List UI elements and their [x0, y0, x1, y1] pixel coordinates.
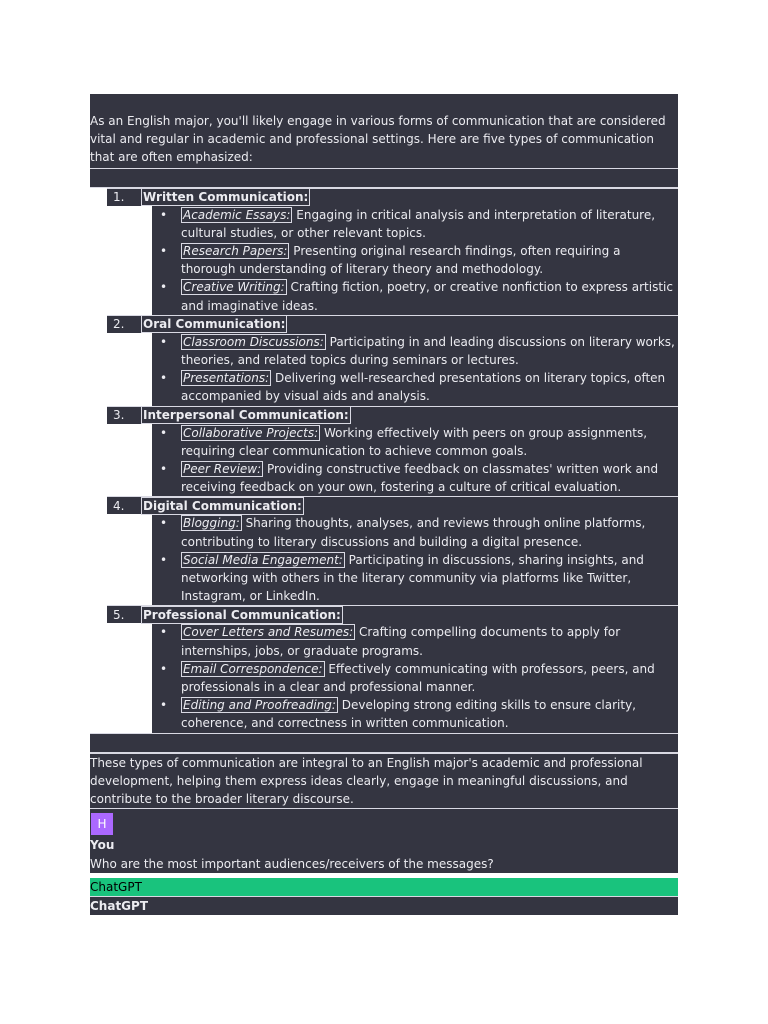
subitem-term: Blogging: [183, 516, 240, 531]
bullet-icon: • [160, 625, 168, 640]
subitem-text [181, 334, 675, 367]
subitem [152, 333, 678, 369]
bullet-icon: • [160, 462, 168, 477]
subitem-text [181, 661, 655, 694]
subitem-description: Providing constructive feedback on classmates' written work and receiving feedback on your own, fostering a culture of critical evaluation. [181, 462, 659, 495]
subitem-description: Effectively communicating with professors, peers, and professionals in a clear and professional manner. [181, 661, 655, 695]
user-message-text: Who are the most important audiences/receivers of the messages? [90, 856, 494, 871]
subitem-text [181, 207, 655, 240]
section-header [107, 315, 678, 333]
subitem [152, 206, 678, 242]
assistant-outro [90, 753, 678, 809]
chatgpt-bar: ChatGPT [90, 878, 678, 897]
communication-type-item [90, 188, 678, 315]
bullet-icon: • [160, 207, 168, 222]
subitem-description: Delivering well-researched presentations on literary topics, often accompanied by visual aids and analysis. [181, 371, 666, 404]
bullet-icon: • [160, 280, 168, 295]
assistant-name: ChatGPT [90, 897, 678, 915]
subitem-term: Classroom Discussions: [183, 334, 324, 349]
section-title: Digital Communication: [143, 498, 302, 513]
outro-paragraph: These types of communication are integral to an English major's academic and professional development, helping them express ideas clearly, engage in meaningful discussions, and contribute to the broader literary discourse. [90, 755, 643, 807]
subitem-term: Email Correspondence: [183, 661, 323, 676]
subitem-description: Working effectively with peers on group assignments, requiring clear communication to achieve common goals. [181, 425, 648, 458]
subitem [152, 460, 678, 496]
subitem-term: Collaborative Projects: [183, 425, 319, 440]
subitem-term: Creative Writing: [183, 280, 285, 295]
section-number: 3. [113, 408, 125, 423]
subitem-text [181, 624, 620, 657]
section-title: Professional Communication: [143, 607, 341, 622]
subitem-term: Research Papers: [183, 244, 288, 259]
subitem-list [152, 424, 678, 497]
subitem-text [181, 370, 665, 403]
communication-type-item [90, 605, 678, 732]
subitem [152, 551, 678, 606]
subitem-description: Developing strong editing skills to ensure clarity, coherence, and correctness in written communication. [181, 698, 636, 731]
spacer [90, 169, 678, 188]
subitem-list [152, 623, 678, 732]
section-number: 5. [113, 607, 125, 622]
bullet-icon: • [160, 698, 168, 713]
subitem-term: Social Media Engagement: [183, 552, 343, 567]
subitem-term: Cover Letters and Resumes: [183, 625, 354, 640]
subitem-description: Participating in discussions, sharing insights, and networking with others in the literary community via platforms like Twitter, Instagram, or LinkedIn. [181, 552, 644, 604]
subitem [152, 278, 678, 314]
subitem-text [181, 279, 673, 312]
bullet-icon: • [160, 425, 168, 440]
subitem-text [181, 697, 636, 730]
bullet-icon: • [160, 661, 168, 676]
subitem-text [181, 425, 647, 458]
subitem-description: Crafting fiction, poetry, or creative nonfiction to express artistic and imaginative ideas. [181, 280, 673, 313]
subitem [152, 369, 678, 405]
subitem-term: Academic Essays: [183, 207, 291, 222]
section-number: 2. [113, 317, 125, 332]
spacer [90, 733, 678, 753]
subitem-text [181, 243, 620, 276]
subitem [152, 660, 678, 696]
section-header [107, 406, 678, 424]
user-name: You [90, 838, 115, 853]
subitem-term: Editing and Proofreading: [183, 698, 336, 713]
bullet-icon: • [160, 371, 168, 386]
section-header [107, 496, 678, 514]
subitem-description: Crafting compelling documents to apply for internships, jobs, or graduate programs. [181, 625, 621, 658]
subitem-description: Sharing thoughts, analyses, and reviews through online platforms, contributing to literary discussions and building a digital presence. [181, 516, 646, 549]
assistant-intro [90, 94, 678, 169]
section-number: 1. [113, 190, 125, 205]
subitem-text [181, 461, 658, 494]
subitem-list [152, 206, 678, 315]
section-header [107, 605, 678, 623]
section-number: 4. [113, 498, 125, 513]
user-avatar: H [91, 813, 113, 835]
communication-types-list [90, 188, 678, 733]
subitem-text [181, 515, 645, 548]
subitem-list [152, 333, 678, 406]
intro-paragraph: As an English major, you'll likely engage in various forms of communication that are considered vital and regular in academic and professional settings. Here are five types of communication that are often emphasized: [90, 114, 666, 165]
bullet-icon: • [160, 334, 168, 349]
subitem-term: Peer Review: [183, 462, 262, 477]
user-message [90, 808, 678, 872]
section-title: Interpersonal Communication: [143, 408, 349, 423]
subitem [152, 514, 678, 550]
subitem-description: Participating in and leading discussions on literary works, theories, and related topics during seminars or lectures. [181, 334, 675, 368]
subitem-list [152, 514, 678, 605]
subitem-term: Presentations: [183, 371, 270, 386]
section-header [107, 188, 678, 206]
subitem-description: Engaging in critical analysis and interpretation of literature, cultural studies, or other relevant topics. [181, 207, 656, 240]
chat-transcript [90, 94, 678, 915]
bullet-icon: • [160, 244, 168, 259]
subitem-text [181, 552, 644, 603]
subitem [152, 424, 678, 460]
subitem [152, 242, 678, 278]
bullet-icon: • [160, 552, 168, 567]
communication-type-item [90, 315, 678, 406]
subitem-description: Presenting original research findings, often requiring a thorough understanding of literary theory and methodology. [181, 244, 621, 277]
bullet-icon: • [160, 516, 168, 531]
subitem [152, 696, 678, 732]
communication-type-item [90, 406, 678, 497]
subitem [152, 623, 678, 659]
section-title: Written Communication: [143, 190, 309, 205]
communication-type-item [90, 496, 678, 605]
section-title: Oral Communication: [143, 317, 286, 332]
